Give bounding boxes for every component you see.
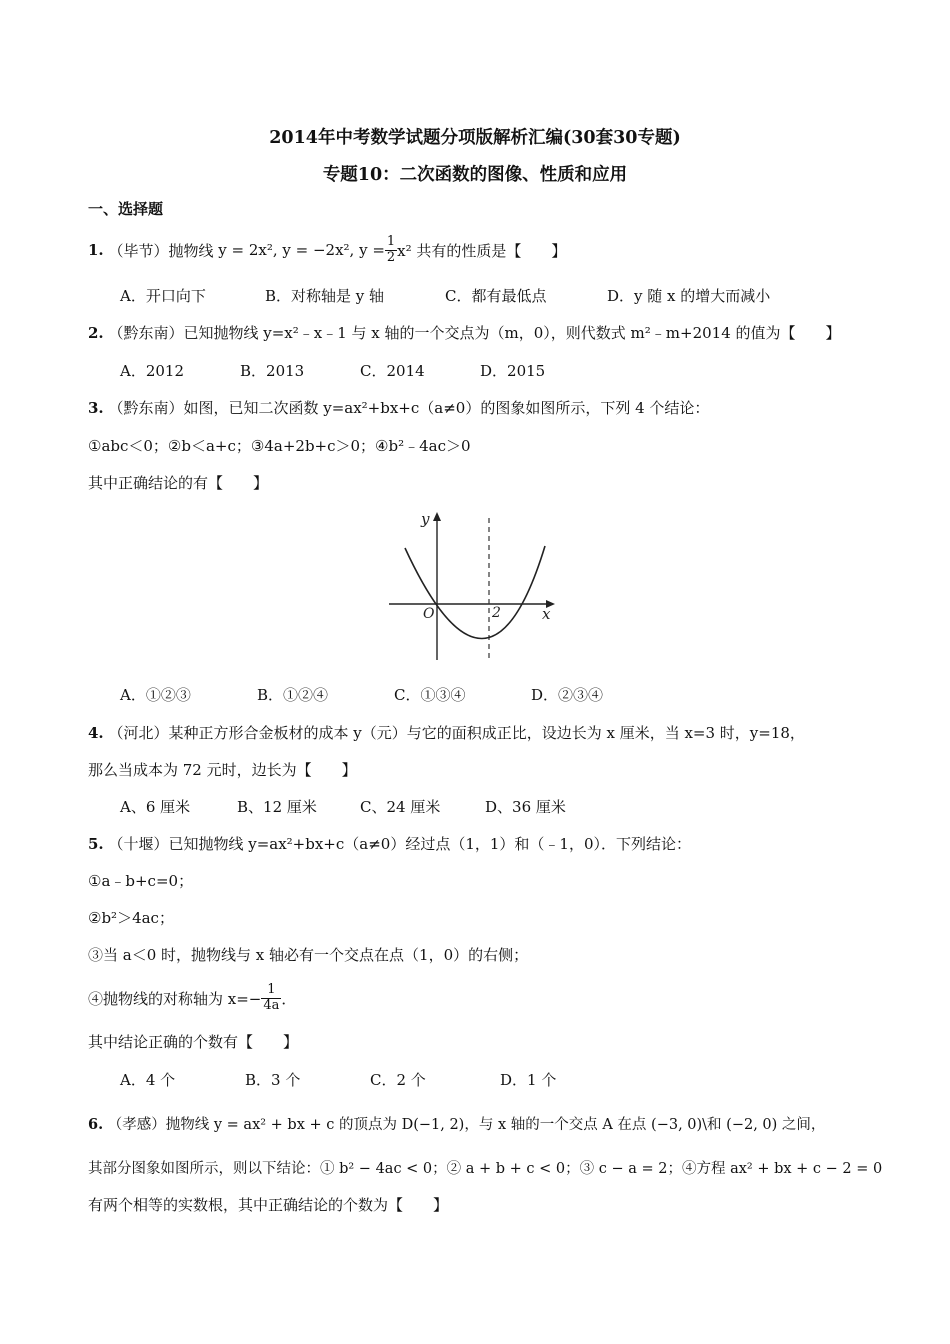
question-tail: x² 共有的性质是【 】	[397, 241, 567, 260]
option-d: D．y 随 x 的增大而减小	[607, 287, 771, 305]
document-title: 2014年中考数学试题分项版解析汇编(30套30专题)	[269, 128, 681, 148]
y-axis-arrow	[433, 512, 441, 521]
question-text: （河北）某种正方形合金板材的成本 y（元）与它的面积成正比，设边长为 x 厘米，当 x=3 时，y=18，	[108, 724, 805, 742]
question-number: 2.	[88, 324, 104, 342]
question-3	[88, 397, 709, 418]
question-text: （十堰）已知抛物线 y=ax²+bx+c（a≠0）经过点（1，1）和（﹣1，0）．下列结论：	[108, 835, 692, 853]
question-5-prompt: 其中结论正确的个数有【 】	[88, 1033, 299, 1051]
question-3-conclusions: ①abc＜0；②b＜a+c；③4a+2b+c＞0；④b²﹣4ac＞0	[88, 437, 471, 455]
section-heading: 一、选择题	[88, 200, 164, 218]
question-number: 1.	[88, 241, 104, 259]
question-number: 6.	[88, 1116, 104, 1133]
parabola-graph	[385, 508, 565, 666]
conclusion-1: ①a﹣b+c=0；	[88, 872, 194, 890]
option-a: A．开口向下	[120, 287, 206, 305]
option-b: B．对称轴是 y 轴	[265, 287, 385, 305]
option-d: D．2015	[480, 362, 546, 380]
question-4-line2: 那么当成本为 72 元时，边长为【 】	[88, 761, 357, 779]
option-b: B．3 个	[245, 1071, 301, 1089]
question-3-prompt: 其中正确结论的有【 】	[88, 474, 269, 492]
question-4	[88, 722, 805, 743]
question-6-line2: 其部分图象如图所示，则以下结论：① b² − 4ac < 0；② a + b + c < 0；③ c − a = 2；④方程 ax² + bx + c − 2 = 0	[88, 1161, 883, 1177]
option-a: A．2012	[120, 362, 185, 380]
x-label: x	[542, 605, 551, 623]
option-b: B．①②④	[257, 686, 329, 704]
conclusion-4-tail: ．	[281, 989, 297, 1008]
option-c: C．①③④	[394, 686, 466, 704]
question-2	[88, 322, 841, 343]
y-label: y	[421, 510, 430, 528]
question-number: 5.	[88, 835, 104, 853]
option-a: A、6 厘米	[120, 798, 191, 816]
conclusion-4	[88, 978, 296, 1018]
option-a: A．4 个	[120, 1071, 176, 1089]
question-1	[88, 232, 566, 268]
question-6-line3: 有两个相等的实数根，其中正确结论的个数为【 】	[88, 1196, 449, 1214]
fraction-denominator: 4a	[263, 997, 280, 1013]
option-c: C．2 个	[370, 1071, 426, 1089]
origin-label: O	[423, 606, 435, 622]
conclusion-2: ②b²＞4ac；	[88, 909, 174, 927]
question-equations: y = 2x², y = −2x², y =	[218, 241, 385, 259]
option-c: C．都有最低点	[445, 287, 547, 305]
question-text: （孝感）抛物线 y = ax² + bx + c 的顶点为 D(−1, 2)，与 x 轴的一个交点 A 在点 (−3, 0)\和 (−2, 0) 之间，	[107, 1117, 826, 1133]
option-d: D．1 个	[500, 1071, 557, 1089]
question-lead: （毕节）抛物线	[108, 241, 214, 260]
question-number: 4.	[88, 724, 104, 742]
question-text: （黔东南）如图，已知二次函数 y=ax²+bx+c（a≠0）的图象如图所示，下列 4 个结论：	[108, 399, 710, 417]
fraction-denominator: 2	[386, 249, 396, 265]
option-c: C．2014	[360, 362, 425, 380]
option-d: D、36 厘米	[485, 798, 566, 816]
fraction	[261, 983, 281, 1013]
option-b: B．2013	[240, 362, 305, 380]
fraction	[385, 235, 397, 265]
parabola-curve	[405, 546, 545, 639]
conclusion-3: ③当 a＜0 时，抛物线与 x 轴必有一个交点在点（1，0）的右侧；	[88, 946, 529, 964]
conclusion-4-lead: ④抛物线的对称轴为 x=−	[88, 989, 262, 1008]
question-6	[88, 1113, 825, 1134]
question-number: 3.	[88, 399, 104, 417]
document-subtitle: 专题10：二次函数的图像、性质和应用	[322, 165, 628, 185]
fraction-numerator: 1	[386, 234, 396, 250]
option-c: C、24 厘米	[360, 798, 441, 816]
question-5	[88, 833, 691, 854]
option-d: D．②③④	[531, 686, 604, 704]
question-text: （黔东南）已知抛物线 y=x²﹣x﹣1 与 x 轴的一个交点为（m，0），则代数式 m²﹣m+2014 的值为【 】	[108, 324, 841, 342]
tick-label-2: 2	[492, 605, 501, 621]
option-b: B、12 厘米	[237, 798, 317, 816]
fraction-numerator: 1	[261, 983, 281, 998]
option-a: A．①②③	[120, 686, 191, 704]
